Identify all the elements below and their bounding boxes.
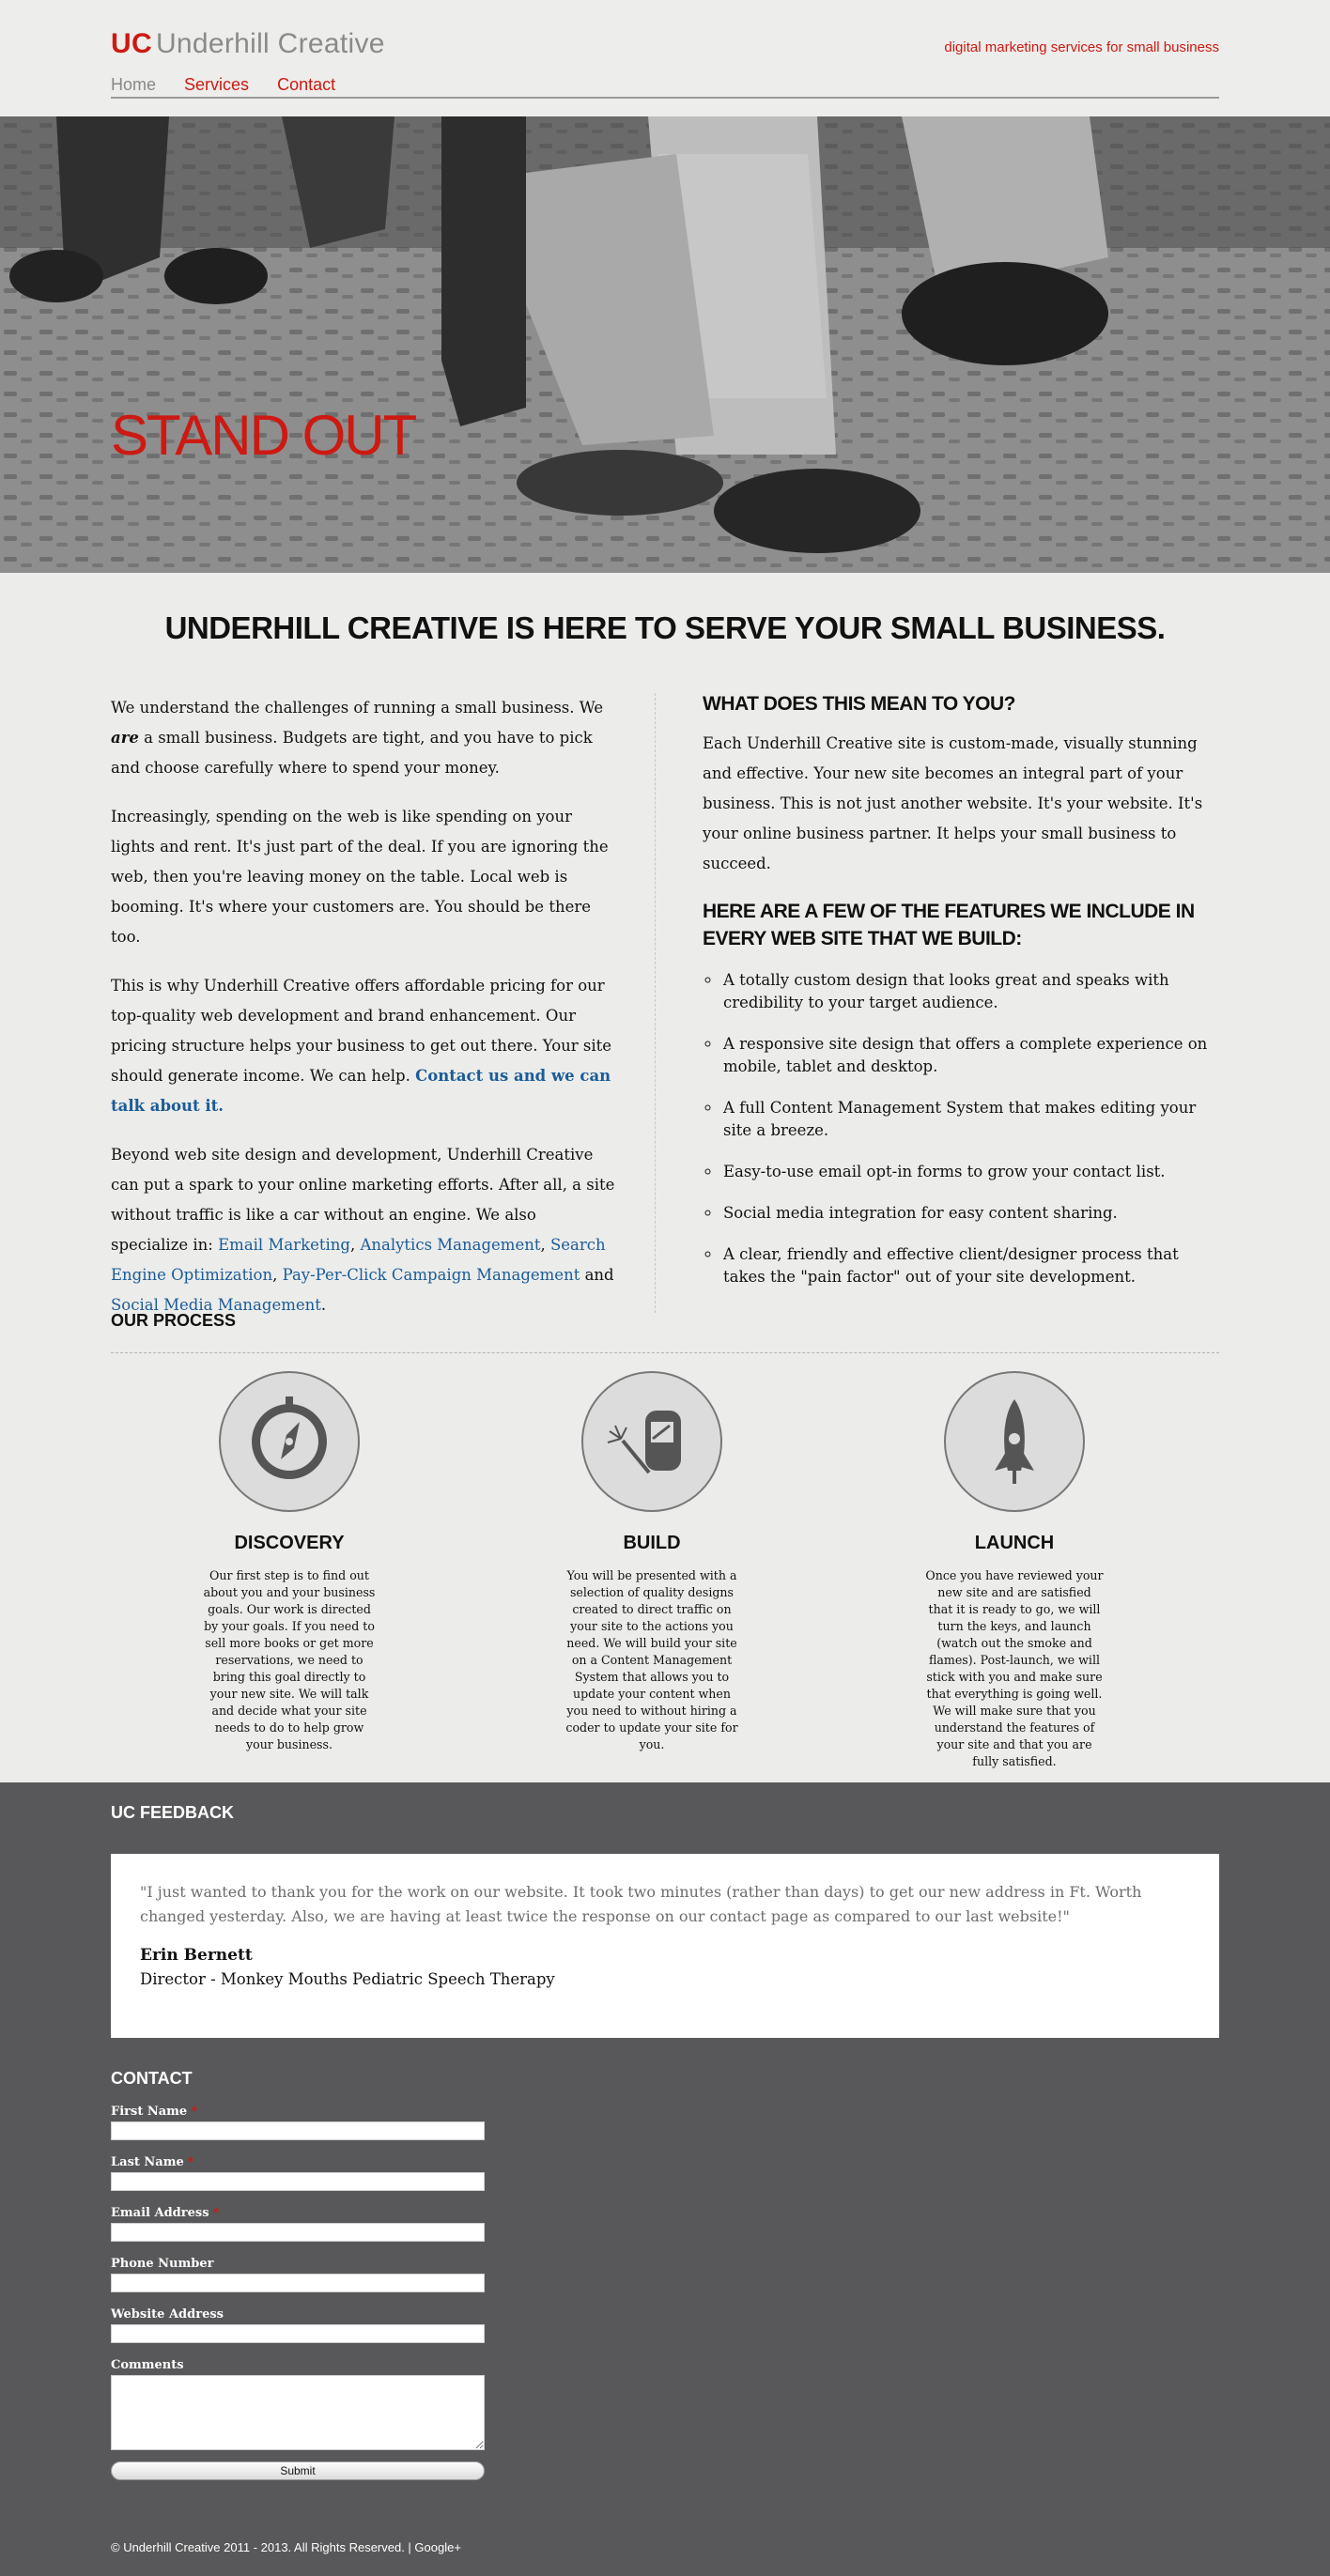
- feedback-title: UC FEEDBACK: [111, 1803, 235, 1822]
- step-title: DISCOVERY: [234, 1533, 345, 1553]
- list-item: ◦ A totally custom design that looks great and speaks with credibility to your target audience.: [721, 969, 1214, 1014]
- phone-label: Phone Number: [111, 2257, 214, 2271]
- website-label: Website Address: [111, 2307, 224, 2321]
- meaning-heading: WHAT DOES THIS MEAN TO YOU?: [703, 693, 1016, 715]
- step-text: Once you have reviewed your new site and are satisfied that it is ready to go, we will turn the keys, and launch (watch out the smoke and flames). Post-launch, we will stick with you and make sure that everything is going well. We will make sure that you understand the features of your site and that you are fully satisfied.: [925, 1568, 1104, 1768]
- testimonial-quote: "I just wanted to thank you for the work on our website. It took two minutes (rather than days) to get our new address in Ft. Worth changed yesterday. Also, we are having at least twice the response on our contact page as compared to our last website!": [140, 1883, 1142, 1925]
- email-field[interactable]: [111, 2223, 485, 2242]
- intro-paragraph-3: This is why Underhill Creative offers affordable pricing for our top-quality web development and brand enhancement. Our pricing structure helps your business to get out there. Your site should generate income. We can help. Contact us and we can talk about it.: [111, 977, 612, 1115]
- step-title: BUILD: [623, 1533, 681, 1553]
- nav-divider: [111, 97, 1219, 99]
- email-label: Email Address *: [111, 2206, 220, 2220]
- features-list: [703, 969, 1214, 1288]
- last-name-field[interactable]: [111, 2172, 485, 2191]
- comments-field[interactable]: [111, 2375, 485, 2450]
- logo-name: Underhill Creative: [155, 28, 385, 59]
- comments-label: Comments: [111, 2358, 184, 2372]
- testimonial-role: Director - Monkey Mouths Pediatric Speech Therapy: [140, 1970, 555, 1988]
- copyright: © Underhill Creative 2011 - 2013. All Rights Reserved. | Google+: [111, 2540, 461, 2554]
- step-discovery: [195, 1371, 383, 1753]
- list-item: ◦ A full Content Management System that makes editing your site a breeze.: [721, 1097, 1214, 1142]
- step-text: Our first step is to find out about you and your business goals. Our work is directed by your goals. If you need to sell more books or get more reservations, we need to bring this goal directly to your new site. We will talk and decide what your site needs to do to help grow your business.: [203, 1568, 376, 1751]
- hero-photo: [0, 116, 1330, 573]
- welding-mask-icon: [581, 1371, 722, 1512]
- intro-column: [111, 693, 618, 1339]
- testimonial-author: Erin Bernett: [140, 1946, 253, 1965]
- nav-services[interactable]: Services: [184, 75, 250, 94]
- list-item: ◦ A responsive site design that offers a complete experience on mobile, tablet and desktop.: [721, 1033, 1214, 1078]
- list-item: ◦ Easy-to-use email opt-in forms to grow your contact list.: [721, 1161, 1214, 1183]
- nav-contact[interactable]: Contact: [277, 75, 336, 94]
- list-item: ◦ Social media integration for easy content sharing.: [721, 1202, 1214, 1225]
- first-name-field[interactable]: [111, 2121, 485, 2140]
- features-column: [703, 693, 1214, 1307]
- process-title: OUR PROCESS: [111, 1311, 237, 1330]
- site-header: [0, 0, 1330, 116]
- features-heading: HERE ARE A FEW OF THE FEATURES WE INCLUDE IN EVERY WEB SITE THAT WE BUILD:: [703, 901, 1195, 949]
- intro-paragraph-2: Increasingly, spending on the web is like spending on your lights and rent. It's just part of the deal. If you are ignoring the web, then you're leaving money on the table. Local web is booming. It's where your customers are. You should be there too.: [111, 808, 609, 946]
- testimonial-card: [111, 1854, 1219, 2038]
- ppc-link[interactable]: Pay-Per-Click Campaign Management: [282, 1266, 580, 1284]
- page-headline: UNDERHILL CREATIVE IS HERE TO SERVE YOUR SMALL BUSINESS.: [164, 610, 1166, 645]
- analytics-management-link[interactable]: Analytics Management: [360, 1236, 541, 1254]
- last-name-label: Last Name *: [111, 2155, 194, 2169]
- seo-link[interactable]: Search Engine Optimization: [111, 1236, 606, 1284]
- logo-mark: UC: [111, 28, 152, 59]
- phone-field[interactable]: [111, 2274, 485, 2292]
- intro-paragraph-1: We understand the challenges of running a small business. We are a small business. Budgets are tight, and you have to pick and choose carefully where to spend your money.: [111, 699, 604, 777]
- process-divider: [111, 1352, 1219, 1353]
- list-item: ◦ A clear, friendly and effective client/designer process that takes the "pain factor" out of your site development.: [721, 1243, 1214, 1288]
- step-title: LAUNCH: [974, 1533, 1055, 1553]
- contact-us-link[interactable]: Contact us and we can talk about it.: [111, 1067, 611, 1115]
- nav-home[interactable]: Home: [111, 75, 157, 94]
- website-field[interactable]: [111, 2324, 485, 2343]
- meaning-paragraph: Each Underhill Creative site is custom-made, visually stunning and effective. Your new site becomes an integral part of your business. This is not just another website. It's your website. It's your online business partner. It helps your small business to succeed.: [703, 734, 1203, 872]
- hero-banner: [0, 116, 1330, 573]
- intro-paragraph-4: Beyond web site design and development, Underhill Creative can put a spark to your online marketing efforts. After all, a site without traffic is like a car without an engine. We also specialize in: Email Marketing, Analytics Management, Search Engine Optimization, Pay-Per-Click Campaign Management and Social Media Management.: [111, 1146, 615, 1314]
- step-text: You will be presented with a selection of quality designs created to direct traffic on your site to the actions you need. We will build your site on a Content Management System that allows you to update your content when you need to without hiring a coder to update your site for you.: [565, 1568, 738, 1751]
- tagline: digital marketing services for small business: [944, 39, 1219, 55]
- submit-button[interactable]: Submit: [111, 2461, 485, 2480]
- first-name-label: First Name *: [111, 2105, 198, 2119]
- social-media-link[interactable]: Social Media Management: [111, 1296, 321, 1314]
- logo[interactable]: [111, 28, 385, 60]
- contact-title: CONTACT: [111, 2069, 193, 2088]
- rocket-icon: [944, 1371, 1085, 1512]
- step-launch: [920, 1371, 1108, 1770]
- column-divider: [655, 693, 656, 1313]
- email-marketing-link[interactable]: Email Marketing: [218, 1236, 350, 1254]
- main-nav: [111, 75, 359, 95]
- hero-title: STAND OUT: [111, 404, 416, 467]
- compass-icon: [219, 1371, 360, 1512]
- step-build: [558, 1371, 746, 1753]
